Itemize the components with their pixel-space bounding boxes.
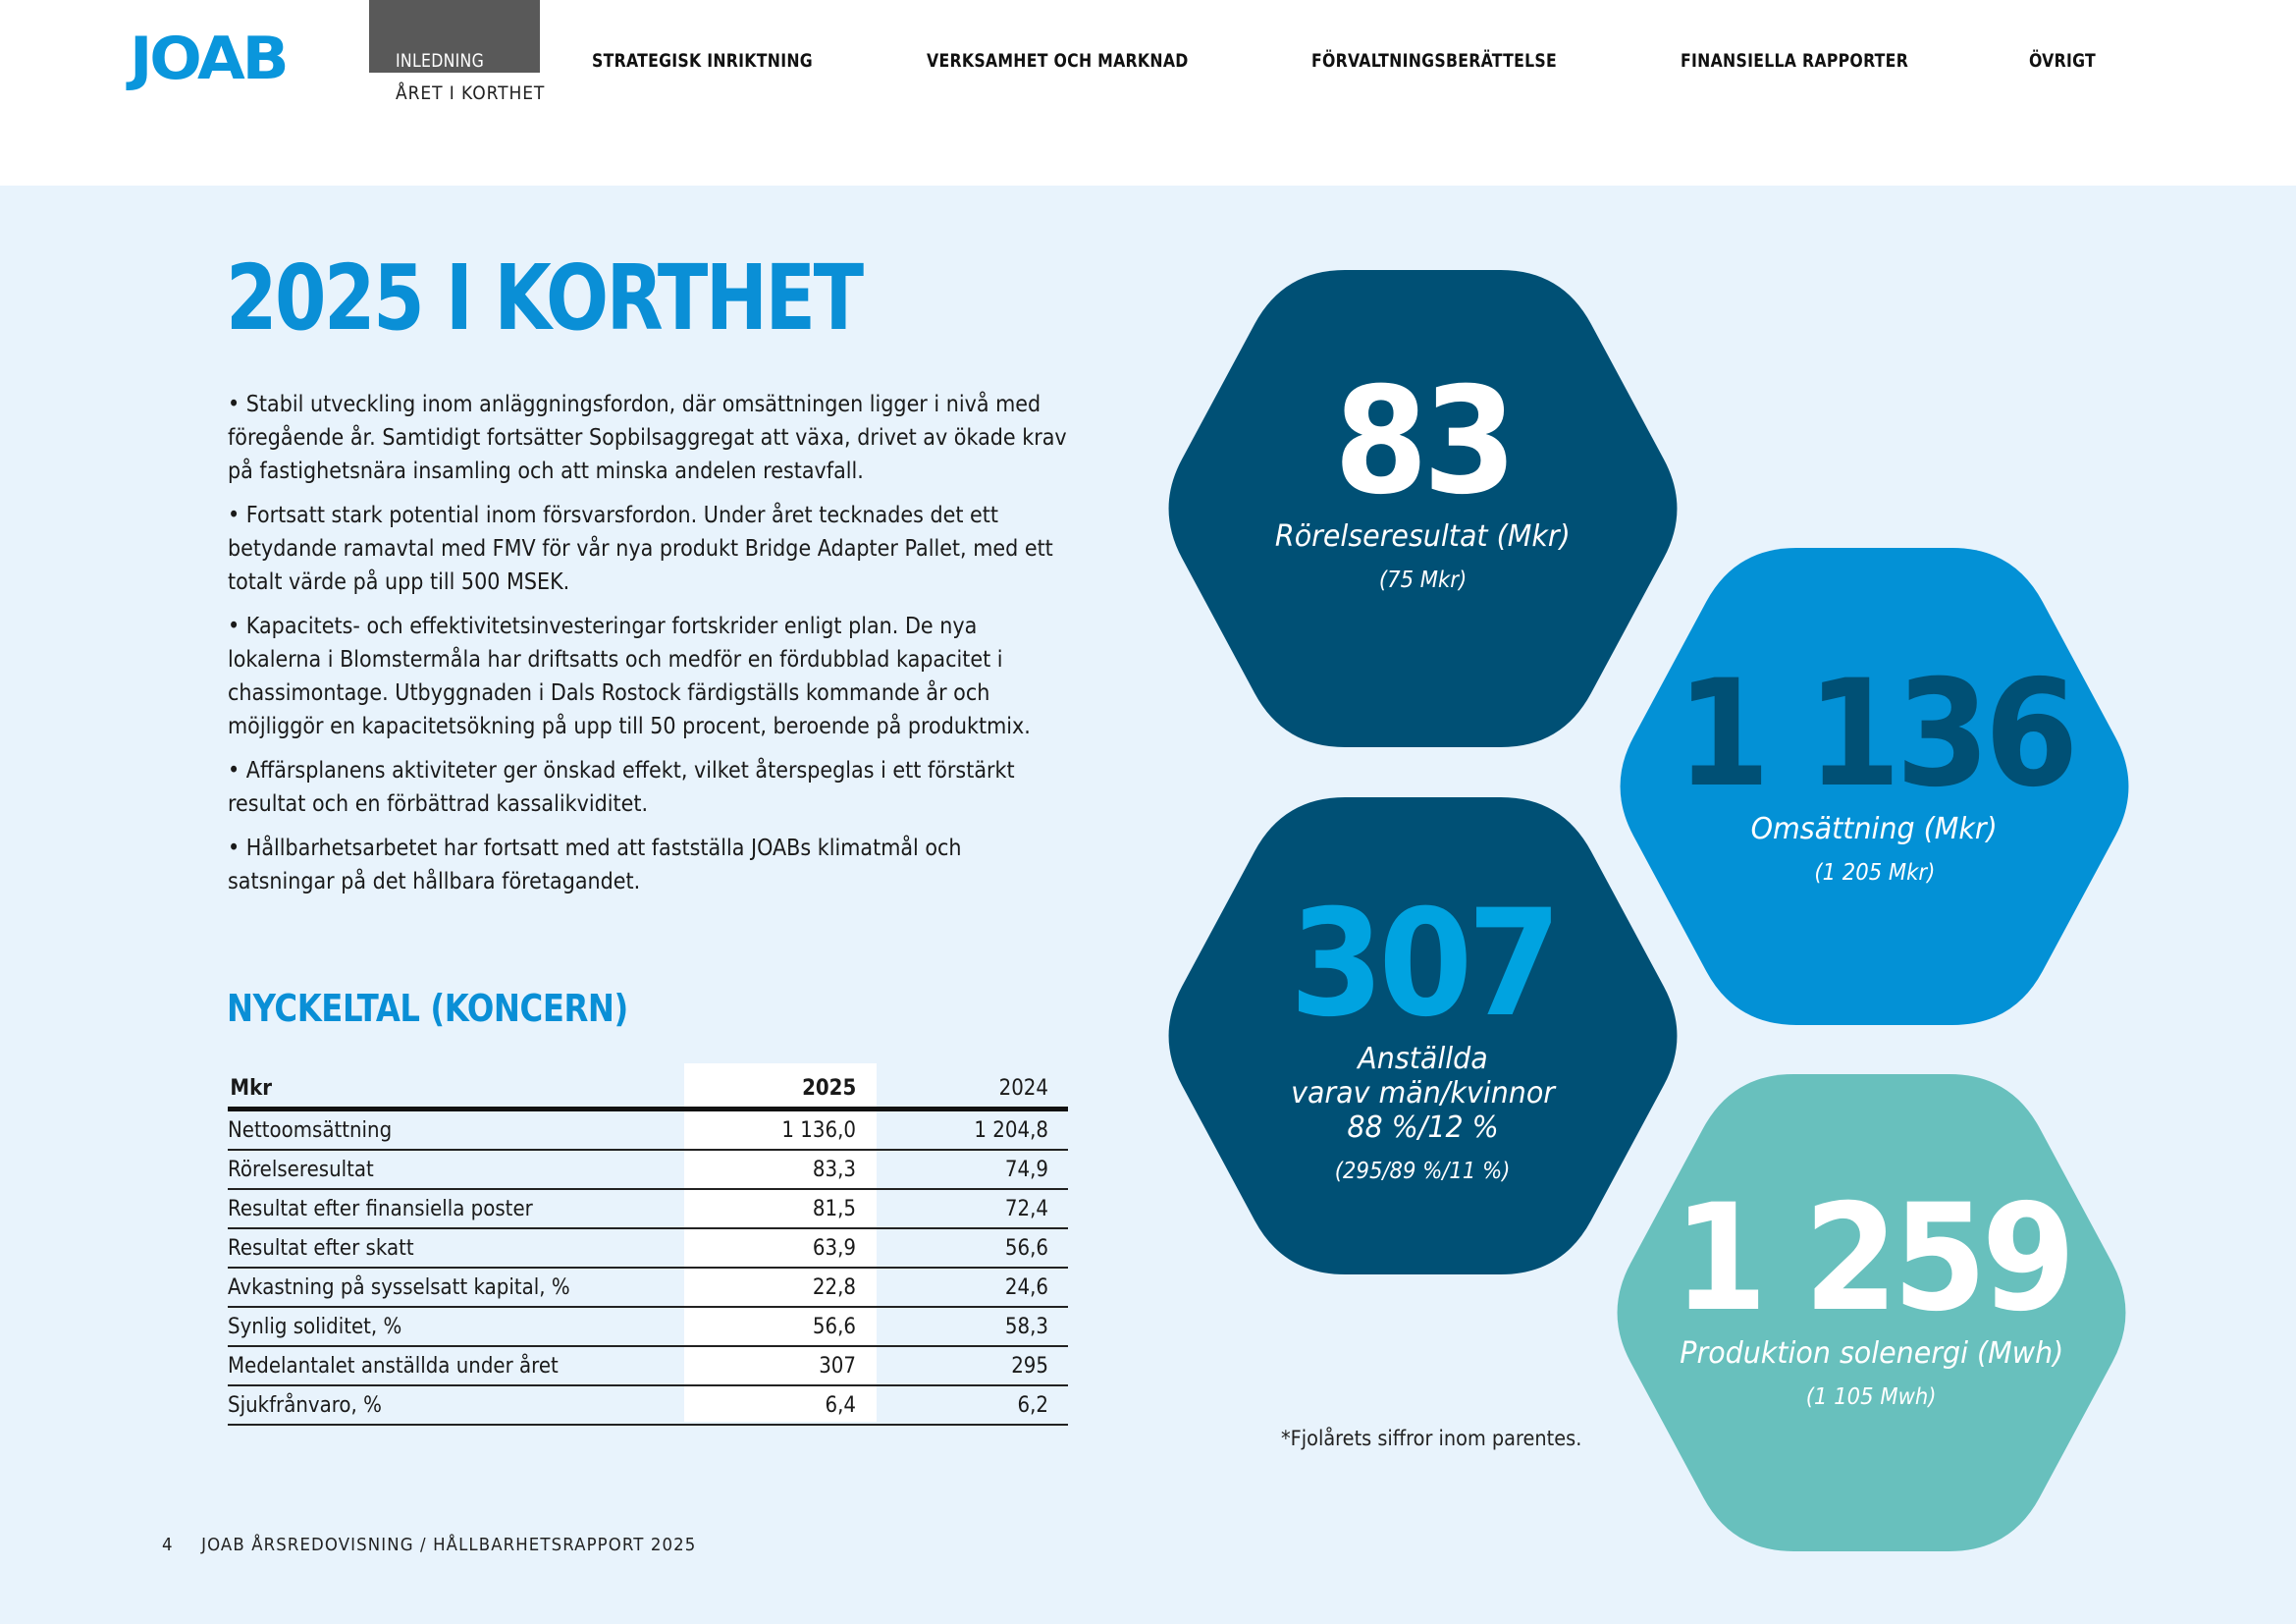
value-2025: 83,3 [683,1150,876,1189]
value-2025: 307 [683,1346,876,1385]
bullet-paragraph: • Stabil utveckling inom anläggningsfordon, där omsättningen ligger i nivå med föregående år. Samtidigt fortsätter Sopbilsaggregat att växa, drivet av ökade krav på fastighetsnära insamling och att minska andelen restavfall. [228,392,1067,484]
value-2025: 22,8 [683,1268,876,1307]
nav-tab-inledning[interactable] [369,0,540,73]
publication-title: JOAB ÅRSREDOVISNING / HÅLLBARHETSRAPPORT 2025 [201,1535,697,1555]
nav-tab-label: STRATEGISK INRIKTNING [592,50,813,72]
highlight-previous-year: (75 Mkr) [1378,568,1468,593]
highlight-label-line: Rörelseresultat (Mkr) [1275,519,1571,554]
highlight-label [1291,1042,1555,1145]
kpi-table [228,1063,1068,1426]
row-label: Resultat efter finansiella poster [228,1189,683,1228]
column-header-mkr: Mkr [228,1063,683,1110]
intro-bullets [228,388,1092,909]
column-header-2024: 2024 [876,1063,1068,1110]
footnote: *Fjolårets siffror inom parentes. [1281,1427,1582,1450]
bullet-paragraph: • Affärsplanens aktiviteter ger önskad effekt, vilket återspeglas i ett förstärkt resultat och en förbättrad kassalikviditet. [228,758,1015,817]
highlight-label [1751,812,1998,846]
row-label: Sjukfrånvaro, % [228,1385,683,1425]
value-2024: 72,4 [876,1189,1068,1228]
value-2025: 81,5 [683,1189,876,1228]
value-2024: 6,2 [876,1385,1068,1425]
value-2025: 6,4 [683,1385,876,1425]
nav-tab-label: ÖVRIGT [2029,50,2097,72]
nav-tab-finansiella-rapporter[interactable] [1681,0,1928,73]
value-2024: 56,6 [876,1228,1068,1268]
table-row [228,1268,1068,1307]
highlight-label [1275,519,1571,554]
kpi-table-container [228,1063,1068,1426]
nav-tab-verksamhet-och-marknad[interactable] [927,0,1211,73]
page-footer [162,1535,696,1555]
value-2024: 1 204,8 [876,1110,1068,1151]
highlight-value: 1 259 [1673,1173,2070,1344]
highlight-previous-year: (1 205 Mkr) [1813,860,1936,886]
highlight-label [1680,1336,2063,1371]
value-2025: 63,9 [683,1228,876,1268]
table-row [228,1346,1068,1385]
table-header-row [228,1063,1068,1110]
row-label: Avkastning på sysselsatt kapital, % [228,1268,683,1307]
joab-logo[interactable]: JOAB [130,25,287,93]
bullet-paragraph: • Fortsatt stark potential inom försvarsfordon. Under året tecknades det ett betydande ramavtal med FMV för vår nya produkt Bridge Adapter Pallet, med ett totalt värde på upp till 500 MSEK. [228,503,1053,595]
highlight-label-line: Produktion solenergi (Mwh) [1680,1336,2063,1371]
page-number: 4 [162,1535,174,1555]
table-row [228,1110,1068,1151]
row-label: Rörelseresultat [228,1150,683,1189]
nav-tab-label: INLEDNING [396,50,485,72]
nav-tab-label: VERKSAMHET OCH MARKNAD [927,50,1189,72]
highlight-previous-year: (1 105 Mwh) [1806,1384,1937,1410]
table-row [228,1150,1068,1189]
nav-tab-forvaltningsberattelse[interactable] [1311,0,1578,73]
value-2024: 24,6 [876,1268,1068,1307]
row-label: Nettoomsättning [228,1110,683,1151]
highlight-label-line: Omsättning (Mkr) [1750,812,1999,846]
highlight-hexagon-solenergi [1604,1074,2139,1551]
value-2025: 1 136,0 [683,1110,876,1151]
hexagon-content [1604,1074,2139,1551]
table-row [228,1307,1068,1346]
highlight-value: 83 [1333,356,1513,527]
page-title: 2025 I KORTHET [226,245,862,351]
value-2025: 56,6 [683,1307,876,1346]
nav-tab-label: FINANSIELLA RAPPORTER [1681,50,1909,72]
value-2024: 295 [876,1346,1068,1385]
bullet-paragraph: • Hållbarhetsarbetet har fortsatt med att fastställa JOABs klimatmål och satsningar på det hållbara företagandet. [228,836,962,894]
row-label: Synlig soliditet, % [228,1307,683,1346]
nav-tab-strategisk-inriktning[interactable] [592,0,832,73]
kpi-section-title: NYCKELTAL (KONCERN) [227,987,628,1030]
highlight-value: 1 136 [1676,649,2073,820]
bullet-paragraph: • Kapacitets- och effektivitetsinvesteringar fortskrider enligt plan. De nya lokalerna i Blomstermåla har driftsatts och medför en fördubblad kapacitet i chassimontage. Utbyggnaden i Dals Rostock färdigställs kommande år och möjliggör en kapacitetsökning på upp till 50 procent, beroende på produktmix. [228,614,1031,739]
highlight-label-line: 88 %/12 % [1347,1110,1499,1145]
highlight-value: 307 [1289,879,1557,1050]
row-label: Resultat efter skatt [228,1228,683,1268]
table-row [228,1385,1068,1425]
table-row [228,1228,1068,1268]
value-2024: 74,9 [876,1150,1068,1189]
nav-tab-label: FÖRVALTNINGSBERÄTTELSE [1311,50,1558,72]
highlight-previous-year: (295/89 %/11 %) [1335,1159,1511,1184]
nav-tab-ovrigt[interactable] [2029,0,2102,73]
value-2024: 58,3 [876,1307,1068,1346]
row-label: Medelantalet anställda under året [228,1346,683,1385]
highlight-label-line: varav män/kvinnor [1291,1076,1555,1110]
top-navigation-bar [0,0,2296,186]
highlight-label-line: Anställda [1358,1042,1488,1076]
subnav-item-aret-i-korthet[interactable]: ÅRET I KORTHET [396,82,546,104]
column-header-2025: 2025 [683,1063,876,1110]
table-row [228,1189,1068,1228]
